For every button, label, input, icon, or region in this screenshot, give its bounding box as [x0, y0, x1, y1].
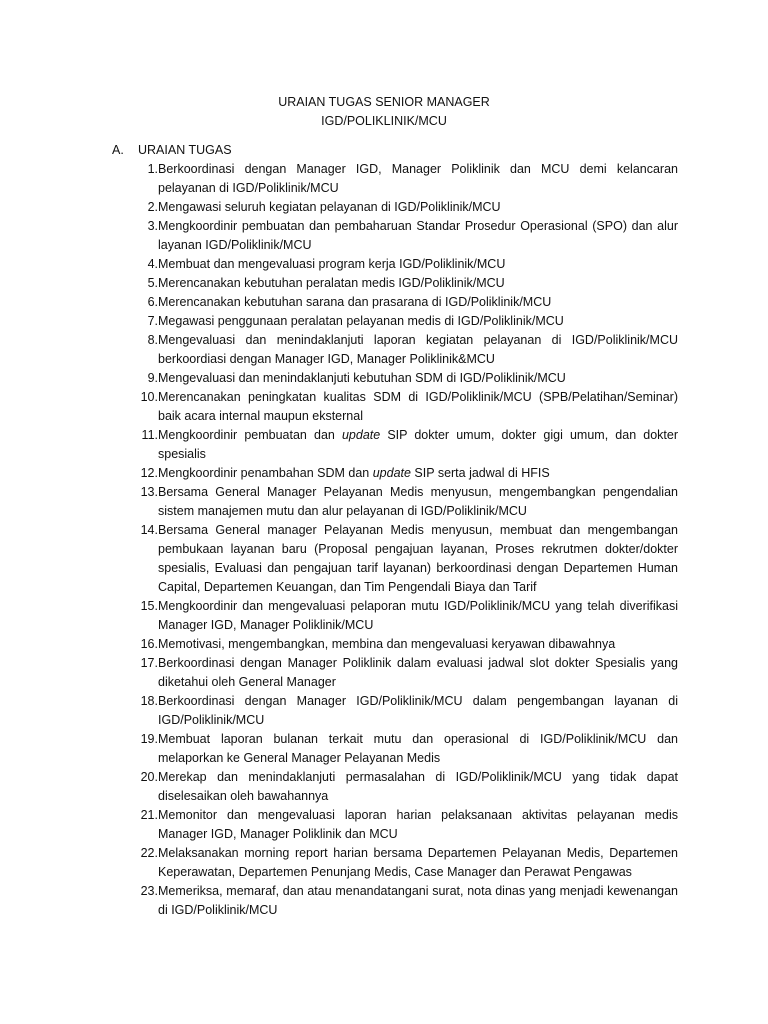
task-number: 16. — [140, 637, 158, 651]
task-item — [132, 388, 678, 426]
task-text-part: Mengkoordinir penambahan SDM dan — [158, 466, 373, 480]
document-title — [0, 93, 768, 131]
task-number: 21. — [140, 808, 158, 822]
task-text: Merekap dan menindaklanjuti permasalahan di IGD/Poliklinik/MCU yang tidak dapat diselesaikan oleh bawahannya — [158, 770, 678, 803]
task-number: 12. — [140, 466, 158, 480]
task-text: Mengevaluasi dan menindaklanjuti laporan kegiatan pelayanan di IGD/Poliklinik/MCU berkoordiasi dengan Manager IGD, Manager Poliklinik&MCU — [158, 333, 678, 366]
task-number: 1. — [147, 162, 158, 176]
task-text: Merencanakan peningkatan kualitas SDM di IGD/Poliklinik/MCU (SPB/Pelatihan/Seminar) baik acara internal maupun eksternal — [158, 390, 678, 423]
task-text: Melaksanakan morning report harian bersama Departemen Pelayanan Medis, Departemen Keperawatan, Departemen Penunjang Medis, Case Manager dan Perawat Pengawas — [158, 846, 678, 879]
task-item — [132, 160, 678, 198]
task-text: Berkoordinasi dengan Manager IGD, Manager Poliklinik dan MCU demi kelancaran pelayanan di IGD/Poliklinik/MCU — [158, 162, 678, 195]
task-item — [132, 654, 678, 692]
task-item — [132, 312, 678, 331]
task-text: Merencanakan kebutuhan peralatan medis IGD/Poliklinik/MCU — [158, 276, 505, 290]
task-text: Memonitor dan mengevaluasi laporan harian pelaksanaan aktivitas pelayanan medis Manager IGD, Manager Poliklinik dan MCU — [158, 808, 678, 841]
task-text: Merencanakan kebutuhan sarana dan prasarana di IGD/Poliklinik/MCU — [158, 295, 552, 309]
task-number: 8. — [147, 333, 158, 347]
task-text: Mengkoordinir dan mengevaluasi pelaporan mutu IGD/Poliklinik/MCU yang telah diverifikasi Manager IGD, Manager Poliklinik/MCU — [158, 599, 678, 632]
section-letter: A. — [112, 143, 124, 157]
task-item — [132, 369, 678, 388]
task-text: Membuat laporan bulanan terkait mutu dan operasional di IGD/Poliklinik/MCU dan melaporkan ke General Manager Pelayanan Medis — [158, 732, 678, 765]
task-item — [132, 274, 678, 293]
task-number: 18. — [140, 694, 158, 708]
task-item — [132, 597, 678, 635]
task-item — [132, 255, 678, 274]
title-line-1: URAIAN TUGAS SENIOR MANAGER — [278, 95, 490, 109]
task-item — [132, 882, 678, 920]
task-number: 6. — [147, 295, 158, 309]
title-line-2: IGD/POLIKLINIK/MCU — [321, 114, 447, 128]
task-number: 20. — [140, 770, 158, 784]
task-text-emphasis: update — [372, 466, 411, 480]
task-text: Mengkoordinir pembuatan dan pembaharuan Standar Prosedur Operasional (SPO) dan alur layanan IGD/Poliklinik/MCU — [158, 219, 678, 252]
task-text: Berkoordinasi dengan Manager IGD/Poliklinik/MCU dalam pengembangan layanan di IGD/Poliklinik/MCU — [158, 694, 678, 727]
task-text-emphasis: update — [341, 428, 381, 442]
task-text: Mengevaluasi dan menindaklanjuti kebutuhan SDM di IGD/Poliklinik/MCU — [158, 371, 566, 385]
task-item — [132, 293, 678, 312]
task-number: 3. — [147, 219, 158, 233]
task-item — [132, 768, 678, 806]
task-item — [132, 521, 678, 597]
task-item — [132, 217, 678, 255]
task-text-part: SIP serta jadwal di HFIS — [410, 466, 550, 480]
task-item — [132, 635, 678, 654]
task-text — [158, 426, 678, 464]
task-number: 23. — [140, 884, 158, 898]
task-number: 11. — [141, 428, 158, 442]
task-number: 9. — [147, 371, 158, 385]
task-number: 15. — [140, 599, 158, 613]
task-number: 2. — [147, 200, 158, 214]
task-item — [132, 198, 678, 217]
task-text-part: SIP dokter umum, dokter gigi umum, dan dokter spesialis — [158, 428, 678, 461]
task-number: 7. — [147, 314, 158, 328]
task-text: Berkoordinasi dengan Manager Poliklinik dalam evaluasi jadwal slot dokter Spesialis yang diketahui oleh General Manager — [158, 656, 678, 689]
task-number: 17. — [140, 656, 158, 670]
task-item — [132, 806, 678, 844]
task-number: 10. — [140, 390, 158, 404]
task-text: Membuat dan mengevaluasi program kerja IGD/Poliklinik/MCU — [158, 257, 506, 271]
task-list — [132, 160, 678, 920]
task-item — [132, 730, 678, 768]
task-text: Bersama General manager Pelayanan Medis menyusun, membuat dan mengembangan pembukaan layanan baru (Proposal pengajuan layanan, Proses rekrutmen dokter/dokter spesialis, Evaluasi dan pengajuan tarif layanan) berkoordinasi dengan Departemen Human Capital, Departemen Keuangan, dan Tim Pengendali Biaya dan Tarif — [158, 523, 678, 594]
task-number: 13. — [140, 485, 158, 499]
task-item — [132, 464, 678, 483]
task-text: Mengawasi seluruh kegiatan pelayanan di IGD/Poliklinik/MCU — [158, 200, 501, 214]
task-number: 14. — [140, 523, 158, 537]
task-text-part: Mengkoordinir pembuatan dan — [158, 428, 342, 442]
task-number: 19. — [140, 732, 158, 746]
task-text: Memotivasi, mengembangkan, membina dan mengevaluasi keryawan dibawahnya — [158, 637, 616, 651]
task-text: Bersama General Manager Pelayanan Medis menyusun, mengembangkan pengendalian sistem manajemen mutu dan alur pelayanan di IGD/Poliklinik/MCU — [158, 485, 678, 518]
task-text — [158, 464, 678, 483]
section-title: URAIAN TUGAS — [138, 143, 232, 157]
task-number: 5. — [147, 276, 158, 290]
task-text: Megawasi penggunaan peralatan pelayanan medis di IGD/Poliklinik/MCU — [158, 314, 564, 328]
task-item — [132, 331, 678, 369]
task-item — [132, 426, 678, 464]
task-item — [132, 483, 678, 521]
task-number: 22. — [140, 846, 158, 860]
section-heading — [112, 141, 232, 160]
task-number: 4. — [147, 257, 158, 271]
task-item — [132, 692, 678, 730]
task-text: Memeriksa, memaraf, dan atau menandatangani surat, nota dinas yang menjadi kewenangan di IGD/Poliklinik/MCU — [158, 884, 678, 917]
task-item — [132, 844, 678, 882]
